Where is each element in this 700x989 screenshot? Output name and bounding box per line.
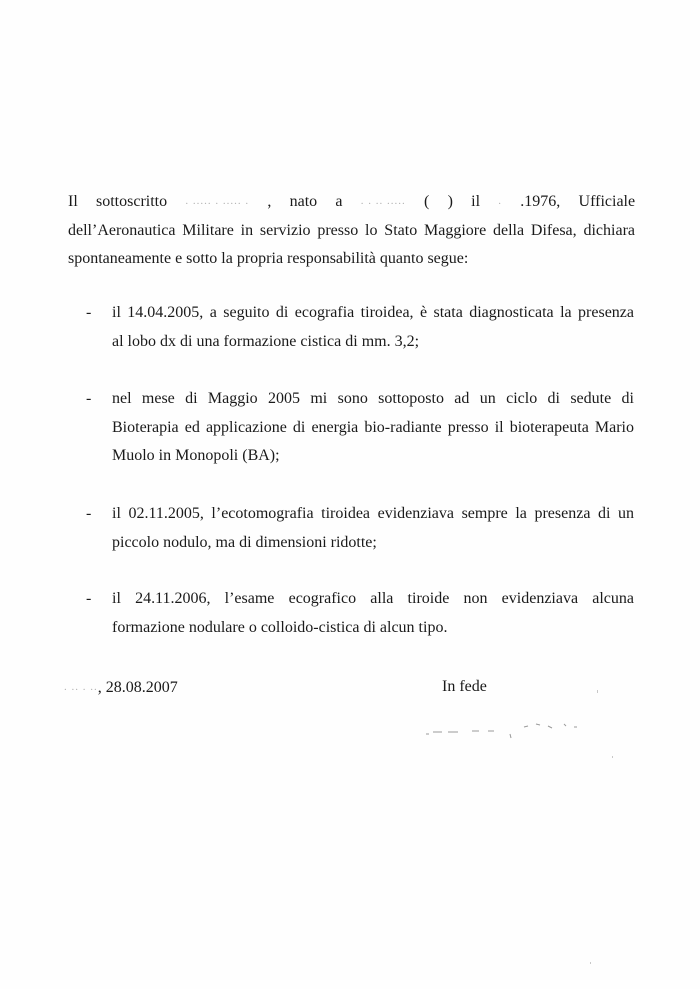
redacted-birthplace: . . .. ..... bbox=[360, 195, 406, 207]
redacted-name: . ..... . ..... . bbox=[185, 195, 250, 207]
bullet-1-line-1: il 14.04.2005, a seguito di ecografia tiroidea, è stata diagnosticata la presenza bbox=[112, 304, 634, 321]
bullet-2-line-1: nel mese di Maggio 2005 mi sono sottoposto ad un ciclo di sedute di bbox=[112, 390, 634, 407]
bullet-4-line-1: il 24.11.2006, l’esame ecografico alla tiroide non evidenziava alcuna bbox=[112, 590, 634, 607]
intro-text-a: Il sottoscritto bbox=[68, 193, 168, 210]
bullet-item-4 bbox=[86, 585, 634, 642]
intro-line-2: dell’Aeronautica Militare in servizio presso lo Stato Maggiore della Difesa, dichiara bbox=[68, 221, 635, 239]
intro-text-e: .1976, Ufficiale bbox=[520, 193, 636, 210]
bullet-2-line-2: Bioterapia ed applicazione di energia bio-radiante presso il bioterapeuta Mario bbox=[112, 418, 634, 436]
redacted-signature bbox=[424, 712, 584, 742]
bullet-2-line-3: Muolo in Monopoli (BA); bbox=[112, 447, 280, 464]
bullet-dash: - bbox=[86, 505, 92, 522]
bullet-item-2 bbox=[86, 385, 634, 471]
bullet-text bbox=[112, 585, 634, 642]
in-fede-label: In fede bbox=[442, 678, 487, 695]
scan-speck bbox=[612, 756, 613, 758]
redacted-city: . .. . .. bbox=[64, 681, 98, 693]
bullet-dash: - bbox=[86, 304, 92, 321]
intro-text-b: , nato a bbox=[267, 193, 343, 210]
bullet-text bbox=[112, 500, 634, 557]
intro-line-1 bbox=[68, 187, 635, 217]
bullet-item-1 bbox=[86, 299, 634, 356]
redacted-birthdate: . bbox=[498, 195, 503, 207]
declaration-intro bbox=[68, 187, 635, 274]
bullet-1-line-2: al lobo dx di una formazione cistica di mm. 3,2; bbox=[112, 332, 420, 350]
scan-speck bbox=[590, 962, 591, 964]
bullet-4-line-2: formazione nodulare o colloido-cistica di alcun tipo. bbox=[112, 618, 448, 636]
bullet-item-3 bbox=[86, 500, 634, 557]
place-date-line bbox=[64, 673, 178, 702]
intro-text-d: ) il bbox=[447, 193, 481, 210]
bullet-3-line-2: piccolo nodulo, ma di dimensioni ridotte; bbox=[112, 533, 377, 551]
bullet-dash: - bbox=[86, 590, 92, 607]
intro-line-3: spontaneamente e sotto la propria responsabilità quanto segue: bbox=[68, 250, 469, 267]
bullet-text bbox=[112, 385, 634, 471]
scan-speck bbox=[597, 690, 598, 693]
bullet-dash: - bbox=[86, 390, 92, 407]
bullet-3-line-1: il 02.11.2005, l’ecotomografia tiroidea evidenziava sempre la presenza di un bbox=[112, 505, 634, 522]
bullet-text bbox=[112, 299, 634, 356]
intro-text-c: ( bbox=[424, 193, 430, 210]
signing-date: , 28.08.2007 bbox=[97, 679, 178, 696]
